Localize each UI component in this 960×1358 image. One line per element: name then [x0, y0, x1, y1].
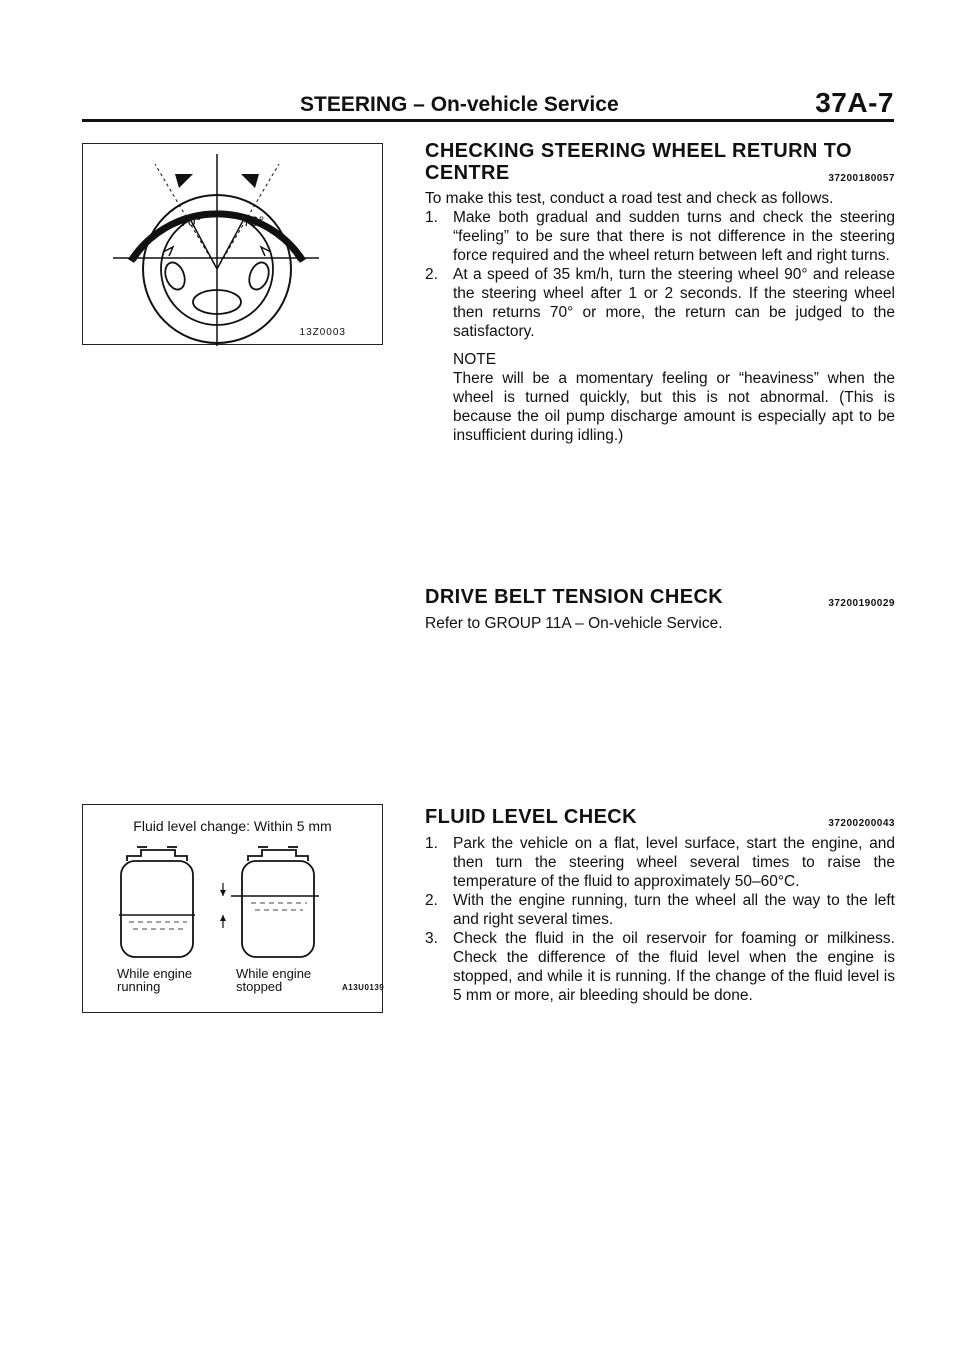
section-title: FLUID LEVEL CHECK — [425, 806, 637, 828]
figure-code: 13Z0003 — [299, 327, 346, 338]
label-engine-stopped: While engine stopped — [236, 966, 312, 994]
note-text: There will be a momentary feeling or “heaviness” when the wheel is turned quickly, but this is not abnormal. (This is because the oil pump discharge amount is especially apt to be insufficient during idling.) — [453, 370, 895, 444]
section-title: DRIVE BELT TENSION CHECK — [425, 586, 724, 608]
list-item: 1. Make both gradual and sudden turns and check the steering “feeling” to be sure that there is not difference in the steering force required and the wheel return between left and right turns. — [425, 209, 895, 264]
fluid-level-figure — [82, 804, 383, 1013]
section-drive-belt — [425, 586, 895, 633]
list-item: 2. At a speed of 35 km/h, turn the steering wheel 90° and release the steering wheel after 1 or 2 seconds. If the steering wheel then returns 70° or more, the return can be judged to the satisfactory. — [425, 266, 895, 340]
section-code: 37200180057 — [828, 173, 895, 184]
steering-wheel-diagram — [83, 144, 384, 346]
section-title-cont: CENTRE — [425, 162, 510, 184]
section-code: 37200200043 — [828, 818, 895, 829]
reference-text: Refer to GROUP 11A – On-vehicle Service. — [425, 615, 723, 632]
section-title: CHECKING STEERING WHEEL RETURN TO — [425, 140, 852, 162]
section-header-title: STEERING – On-vehicle Service — [300, 93, 619, 116]
list-item: 3. Check the fluid in the oil reservoir for foaming or milkiness. Check the difference of the fluid level when the engine is stopped, and while it is running. If the change of the fluid level is 5 mm or more, air bleeding should be done. — [425, 930, 895, 1004]
list-item: 2. With the engine running, turn the wheel all the way to the left and right several times. — [425, 892, 895, 928]
angle-left-label: 70° — [180, 213, 202, 229]
figure-code: A13U0139 — [342, 983, 385, 992]
label-engine-running: While engine running — [117, 966, 193, 994]
fluid-level-caption: Fluid level change: Within 5 mm — [133, 818, 332, 834]
page-number: 37A-7 — [815, 87, 894, 118]
note-label: NOTE — [453, 351, 497, 368]
header-rule — [82, 119, 894, 122]
angle-right-label: 70° — [243, 213, 265, 229]
section-fluid-level — [425, 806, 895, 1005]
section-steering-return — [425, 140, 895, 445]
list-item: 1. Park the vehicle on a flat, level surface, start the engine, and then turn the steering wheel several times to raise the temperature of the fluid to approximately 50–60°C. — [425, 835, 895, 890]
steering-wheel-figure — [82, 143, 383, 345]
section-code: 37200190029 — [828, 598, 895, 609]
intro-text: To make this test, conduct a road test and check as follows. — [425, 190, 834, 207]
